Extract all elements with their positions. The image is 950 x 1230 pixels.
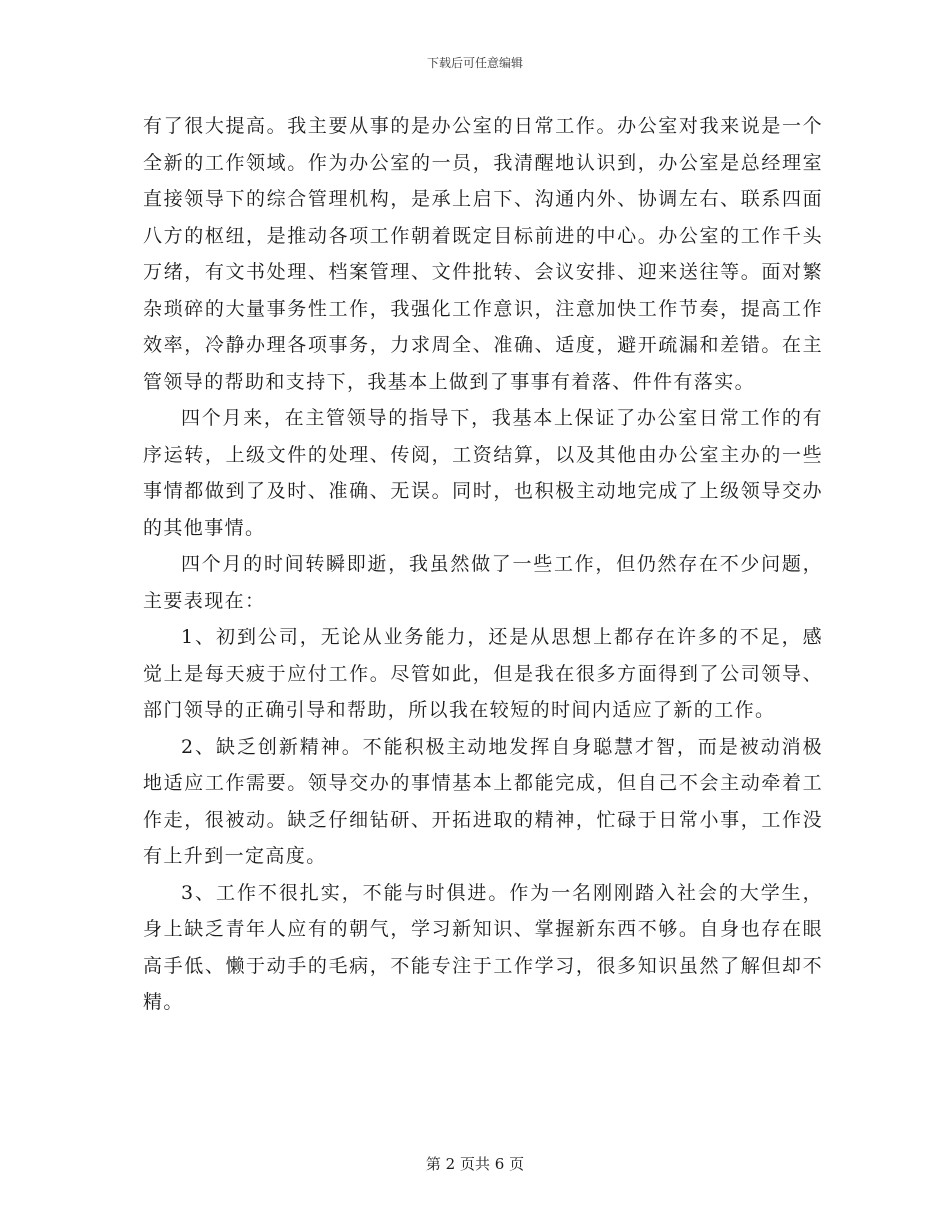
paragraph-problem-2: 2、缺乏创新精神。不能积极主动地发挥自身聪慧才智，而是被动消极地适应工作需要。领导交办的事情基本上都能完成，但自己不会主动牵着工作走，很被动。缺乏仔细钻研、开拓进取的精神，忙碌于日常小事，工作没有上升到一定高度。 — [143, 735, 823, 867]
document-body — [143, 108, 823, 1021]
paragraph-problems-intro: 四个月的时间转瞬即逝，我虽然做了一些工作，但仍然存在不少问题，主要表现在： — [143, 553, 823, 612]
paragraph-progress: 四个月来，在主管领导的指导下，我基本上保证了办公室日常工作的有序运转，上级文件的处理、传阅，工资结算，以及其他由办公室主办的一些事情都做到了及时、准确、无误。同时，也积极主动地完成了上级领导交办的其他事情。 — [143, 407, 823, 539]
paragraph-problem-3: 3、工作不很扎实，不能与时俱进。作为一名刚刚踏入社会的大学生，身上缺乏青年人应有的朝气，学习新知识、掌握新东西不够。自身也存在眼高手低、懒于动手的毛病，不能专注于工作学习，很多知识虽然了解但却不精。 — [143, 881, 823, 1013]
paragraph-problem-1: 1、初到公司，无论从业务能力，还是从思想上都存在许多的不足，感觉上是每天疲于应付工作。尽管如此，但是我在很多方面得到了公司领导、部门领导的正确引导和帮助，所以我在较短的时间内适应了新的工作。 — [143, 626, 823, 721]
paragraph-continuation: 有了很大提高。我主要从事的是办公室的日常工作。办公室对我来说是一个全新的工作领域。作为办公室的一员，我清醒地认识到，办公室是总经理室直接领导下的综合管理机构，是承上启下、沟通内外、协调左右、联系四面八方的枢纽，是推动各项工作朝着既定目标前进的中心。办公室的工作千头万绪，有文书处理、档案管理、文件批转、会议安排、迎来送往等。面对繁杂琐碎的大量事务性工作，我强化工作意识，注意加快工作节奏，提高工作效率，冷静办理各项事务，力求周全、准确、适度，避开疏漏和差错。在主管领导的帮助和支持下，我基本上做到了事事有着落、件件有落实。 — [143, 115, 823, 393]
page-number: 第 2 页共 6 页 — [425, 1155, 525, 1173]
page-header: 下载后可任意编辑 — [426, 56, 523, 70]
